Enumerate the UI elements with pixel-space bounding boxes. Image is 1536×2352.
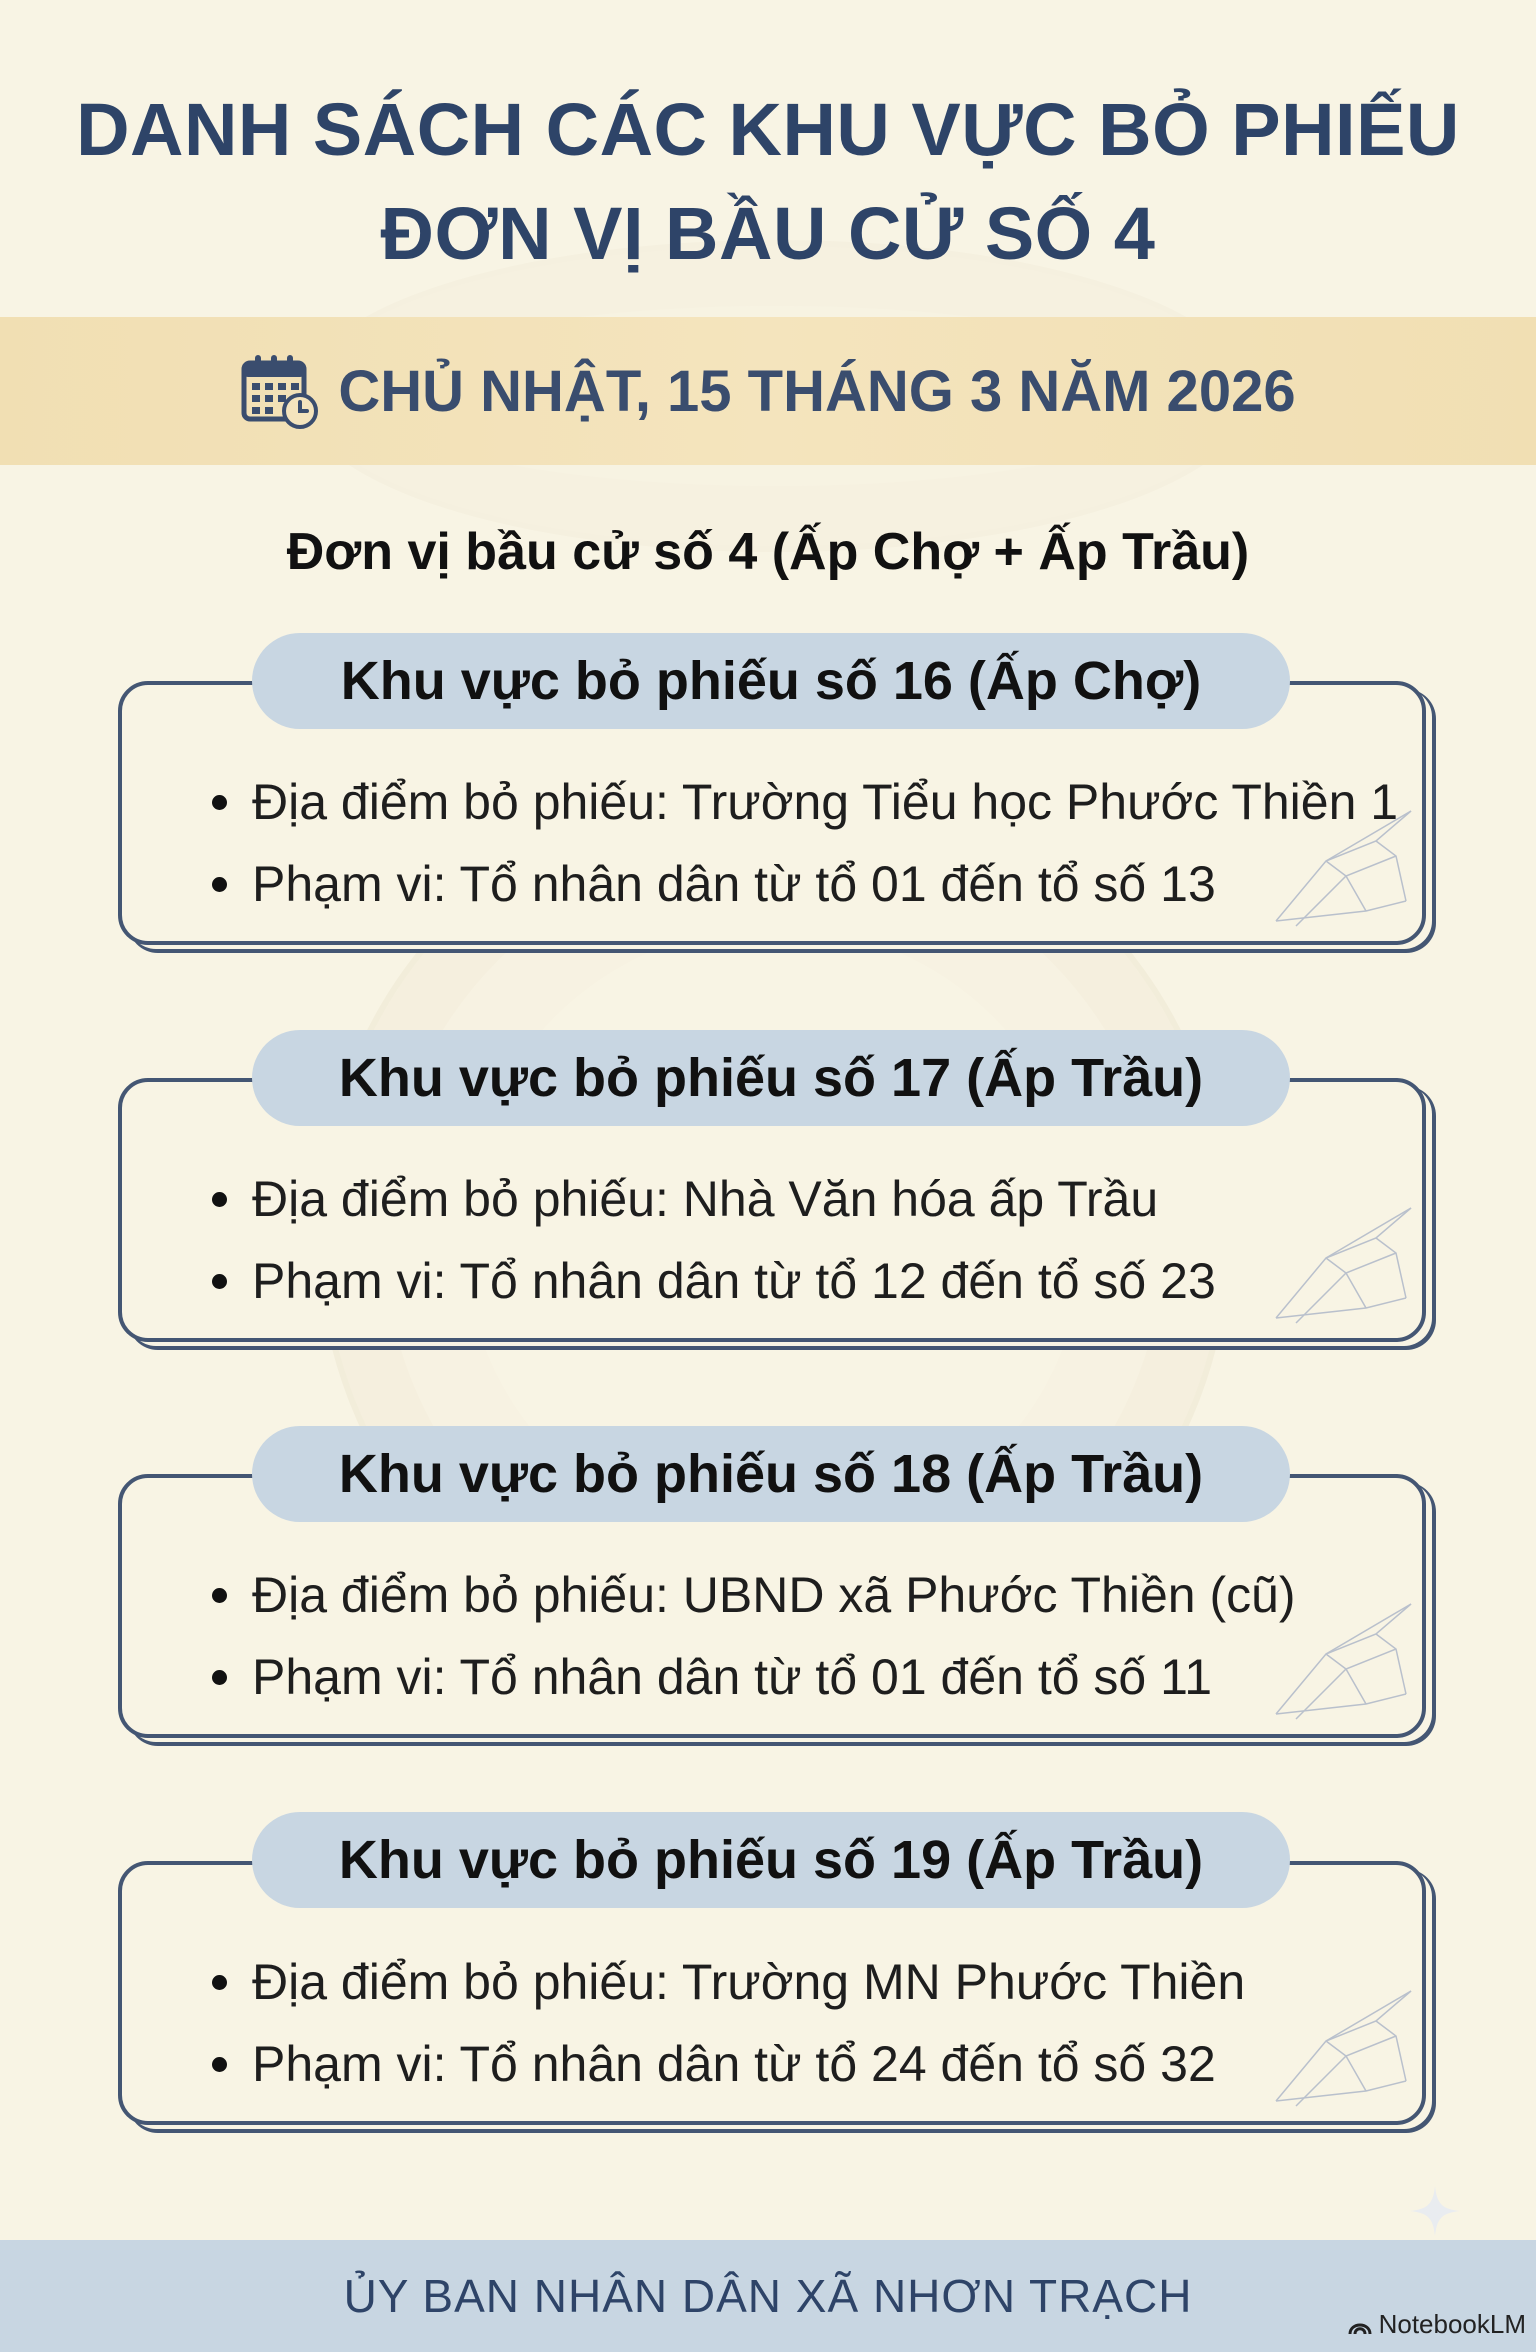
polling-location: Địa điểm bỏ phiếu: Nhà Văn hóa ấp Trầu xyxy=(212,1158,1216,1240)
polling-scope: Phạm vi: Tổ nhân dân từ tổ 12 đến tổ số 23 xyxy=(212,1240,1216,1322)
brand-badge xyxy=(1347,2309,1526,2340)
title-line-2: ĐƠN VỊ BẦU CỬ SỐ 4 xyxy=(380,192,1156,275)
notebooklm-logo-icon xyxy=(1347,2312,1373,2338)
sparkle-icon xyxy=(1408,2184,1462,2238)
page-title xyxy=(0,78,1536,286)
polling-location: Địa điểm bỏ phiếu: UBND xã Phước Thiền (cũ) xyxy=(212,1554,1296,1636)
mesh-decoration xyxy=(1266,1198,1416,1328)
brand-name: NotebookLM xyxy=(1378,2309,1526,2339)
mesh-decoration xyxy=(1266,1981,1416,2111)
unit-title: Đơn vị bầu cử số 4 (Ấp Chợ + Ấp Trầu) xyxy=(286,523,1250,581)
polling-location: Địa điểm bỏ phiếu: Trường Tiểu học Phước Thiền 1 xyxy=(212,761,1398,843)
calendar-clock-icon xyxy=(240,351,320,431)
mesh-decoration xyxy=(1266,1594,1416,1724)
polling-area-heading: Khu vực bỏ phiếu số 17 (Ấp Trầu) xyxy=(252,1030,1290,1126)
footer-band xyxy=(0,2240,1536,2352)
polling-area-heading: Khu vực bỏ phiếu số 16 (Ấp Chợ) xyxy=(252,633,1290,729)
polling-scope: Phạm vi: Tổ nhân dân từ tổ 01 đến tổ số 13 xyxy=(212,843,1398,925)
election-date: CHỦ NHẬT, 15 THÁNG 3 NĂM 2026 xyxy=(338,358,1296,424)
polling-scope: Phạm vi: Tổ nhân dân từ tổ 01 đến tổ số 11 xyxy=(212,1636,1296,1718)
footer-organization: ỦY BAN NHÂN DÂN XÃ NHƠN TRẠCH xyxy=(343,2270,1193,2322)
polling-area-heading: Khu vực bỏ phiếu số 18 (Ấp Trầu) xyxy=(252,1426,1290,1522)
mesh-decoration xyxy=(1266,801,1416,931)
polling-location: Địa điểm bỏ phiếu: Trường MN Phước Thiền xyxy=(212,1941,1245,2023)
date-banner xyxy=(0,317,1536,465)
title-line-1: DANH SÁCH CÁC KHU VỰC BỎ PHIẾU xyxy=(76,88,1460,171)
polling-area-heading: Khu vực bỏ phiếu số 19 (Ấp Trầu) xyxy=(252,1812,1290,1908)
polling-scope: Phạm vi: Tổ nhân dân từ tổ 24 đến tổ số 32 xyxy=(212,2023,1245,2105)
